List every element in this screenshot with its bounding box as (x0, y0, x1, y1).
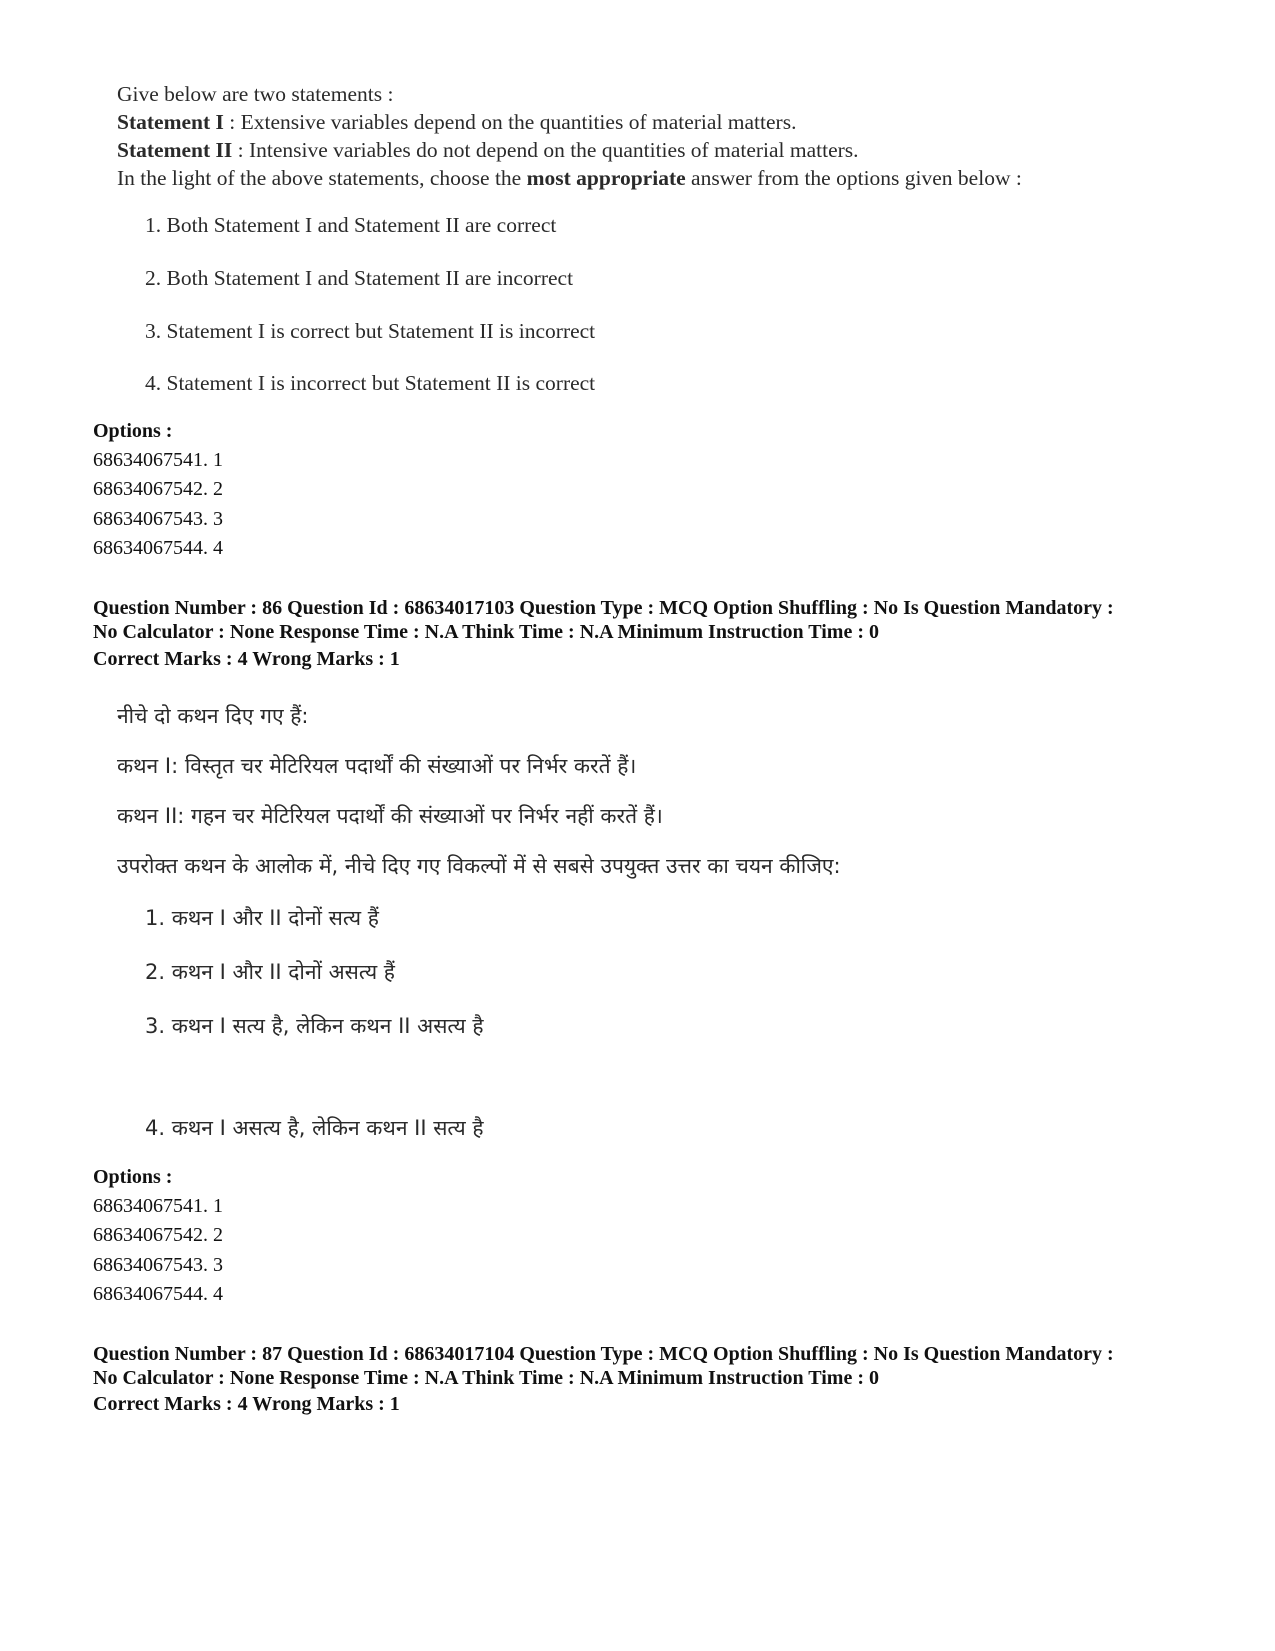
q86-choice-3: 3. कथन I सत्य है, लेकिन कथन II असत्य है (145, 1014, 484, 1038)
q85-instruction (117, 164, 1022, 192)
q85-choice-2: 2. Both Statement I and Statement II are incorrect (145, 266, 574, 290)
q86-statement-1: कथन I: विस्तृत चर मेटिरियल पदार्थों की संख्याओं पर निर्भर करतें हैं। (117, 754, 637, 778)
q85-statement-2 (117, 136, 1022, 164)
q86-meta (93, 596, 1114, 644)
q86-option-2: 68634067542. 2 (93, 1224, 223, 1247)
q86-choice-1: 1. कथन I और II दोनों सत्य हैं (145, 906, 379, 930)
q86-intro: नीचे दो कथन दिए गए हैं: (117, 704, 309, 728)
q85-options-title: Options : (93, 420, 173, 442)
q86-option-1: 68634067541. 1 (93, 1195, 223, 1217)
q86-meta-line-2: No Calculator : None Response Time : N.A Think Time : N.A Minimum Instruction Time : 0 (93, 621, 879, 643)
q86-options-list (93, 1192, 223, 1309)
q85-option-3: 68634067543. 3 (93, 507, 223, 530)
q85-instruction-bold: most appropriate (526, 166, 686, 190)
q87-meta-line-2: No Calculator : None Response Time : N.A Think Time : N.A Minimum Instruction Time : 0 (93, 1367, 879, 1389)
q86-option-3: 68634067543. 3 (93, 1253, 223, 1276)
q85-option-1: 68634067541. 1 (93, 449, 223, 471)
q85-instruction-post: answer from the options given below : (685, 166, 1022, 190)
q85-statement-1-text: : Extensive variables depend on the quantities of material matters. (223, 110, 797, 134)
q86-marks: Correct Marks : 4 Wrong Marks : 1 (93, 648, 400, 670)
q86-meta-line-1: Question Number : 86 Question Id : 68634017103 Question Type : MCQ Option Shuffling : No Is Question Mandatory : (93, 597, 1114, 619)
q86-option-4: 68634067544. 4 (93, 1282, 223, 1305)
q85-instruction-pre: In the light of the above statements, choose the (117, 166, 527, 190)
q86-instruction: उपरोक्त कथन के आलोक में, नीचे दिए गए विकल्पों में से सबसे उपयुक्त उत्तर का चयन कीजिए: (117, 854, 841, 878)
q87-meta-line-1: Question Number : 87 Question Id : 68634017104 Question Type : MCQ Option Shuffling : No Is Question Mandatory : (93, 1343, 1114, 1365)
q85-intro: Give below are two statements : (117, 82, 394, 106)
q85-statement-2-text: : Intensive variables do not depend on the quantities of material matters. (232, 138, 859, 162)
q85-choice-3: 3. Statement I is correct but Statement II is incorrect (145, 319, 596, 343)
q86-choice-2: 2. कथन I और II दोनों असत्य हैं (145, 960, 395, 984)
q85-statement-1 (117, 108, 1022, 136)
q85-choice-4: 4. Statement I is incorrect but Statement II is correct (145, 371, 596, 395)
q86-options-title: Options : (93, 1166, 173, 1188)
q85-statement-2-label: Statement II (117, 138, 233, 162)
q86-choice-4: 4. कथन I असत्य है, लेकिन कथन II सत्य है (145, 1116, 484, 1140)
q86-statement-2: कथन II: गहन चर मेटिरियल पदार्थों की संख्याओं पर निर्भर नहीं करतें हैं। (117, 804, 663, 828)
q85-question-block (117, 80, 1022, 192)
q85-option-4: 68634067544. 4 (93, 536, 223, 559)
q85-options-list (93, 446, 223, 563)
q85-option-2: 68634067542. 2 (93, 478, 223, 501)
q87-meta (93, 1342, 1114, 1390)
q85-statement-1-label: Statement I (117, 110, 224, 134)
q87-marks: Correct Marks : 4 Wrong Marks : 1 (93, 1393, 400, 1415)
q85-choice-1: 1. Both Statement I and Statement II are correct (145, 213, 557, 237)
